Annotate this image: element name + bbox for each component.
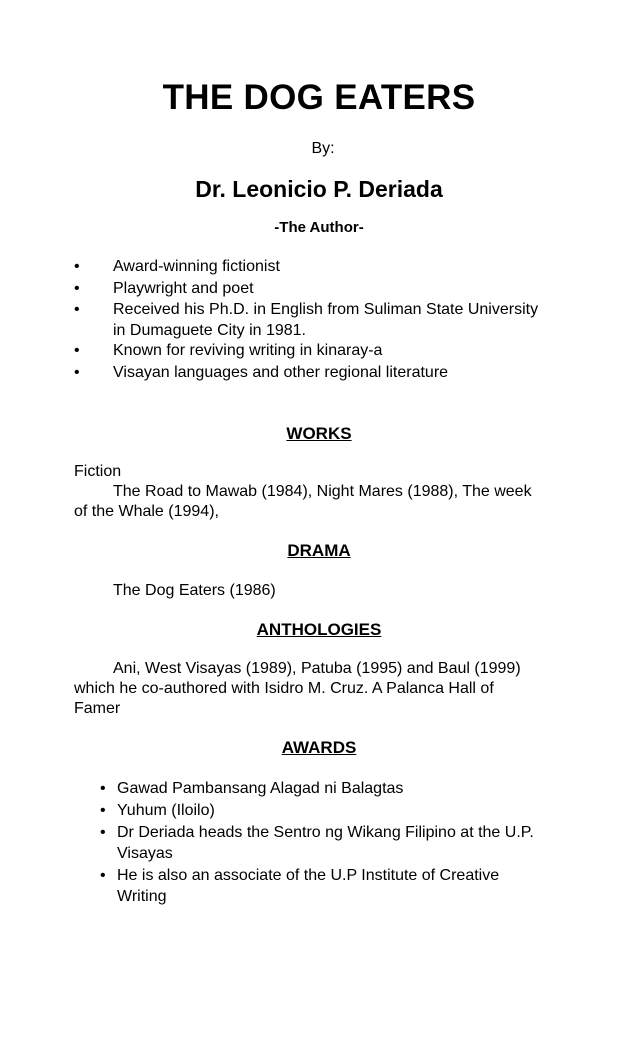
anthologies-text-line: Famer [74,700,121,717]
drama-text: The Dog Eaters (1986) [113,582,276,599]
works-heading: WORKS [286,424,352,443]
list-item-continuation: Writing [117,888,167,905]
list-item: Received his Ph.D. in English from Suliman State University [113,301,539,318]
anthologies-heading: ANTHOLOGIES [256,620,382,639]
list-item: Playwright and poet [113,280,254,297]
bullet-glyph: • [74,280,80,297]
list-item-continuation: Visayas [117,845,173,862]
list-item: Award-winning fictionist [113,258,280,275]
drama-heading: DRAMA [287,541,351,560]
document-title: THE DOG EATERS [162,78,476,117]
bullet-glyph: • [74,301,80,318]
fiction-text-line: The Road to Mawab (1984), Night Mares (1988), The week [113,483,532,500]
anthologies-text-line: which he co-authored with Isidro M. Cruz. A Palanca Hall of [74,680,494,697]
bullet-glyph: • [74,364,80,381]
list-item: He is also an associate of the U.P Institute of Creative [117,867,500,884]
list-item-continuation: in Dumaguete City in 1981. [113,322,306,339]
byline: By: [311,140,335,157]
fiction-text-line: of the Whale (1994), [74,503,219,520]
list-item: Yuhum (Iloilo) [117,802,215,819]
author-subheading: -The Author- [274,219,364,236]
list-item: Known for reviving writing in kinaray-a [113,342,383,359]
list-item: Visayan languages and other regional literature [113,364,449,381]
list-item: Gawad Pambansang Alagad ni Balagtas [117,780,404,797]
list-item: Dr Deriada heads the Sentro ng Wikang Filipino at the U.P. [117,824,534,841]
bullet-glyph: • [100,867,106,884]
bullet-glyph: • [100,780,106,797]
anthologies-text-line: Ani, West Visayas (1989), Patuba (1995) and Baul (1999) [113,660,521,677]
bullet-glyph: • [74,258,80,275]
fiction-label: Fiction [74,463,122,480]
bullet-glyph: • [74,342,80,359]
author-name: Dr. Leonicio P. Deriada [195,176,443,202]
awards-heading: AWARDS [281,738,357,757]
bullet-glyph: • [100,802,106,819]
bullet-glyph: • [100,824,106,841]
